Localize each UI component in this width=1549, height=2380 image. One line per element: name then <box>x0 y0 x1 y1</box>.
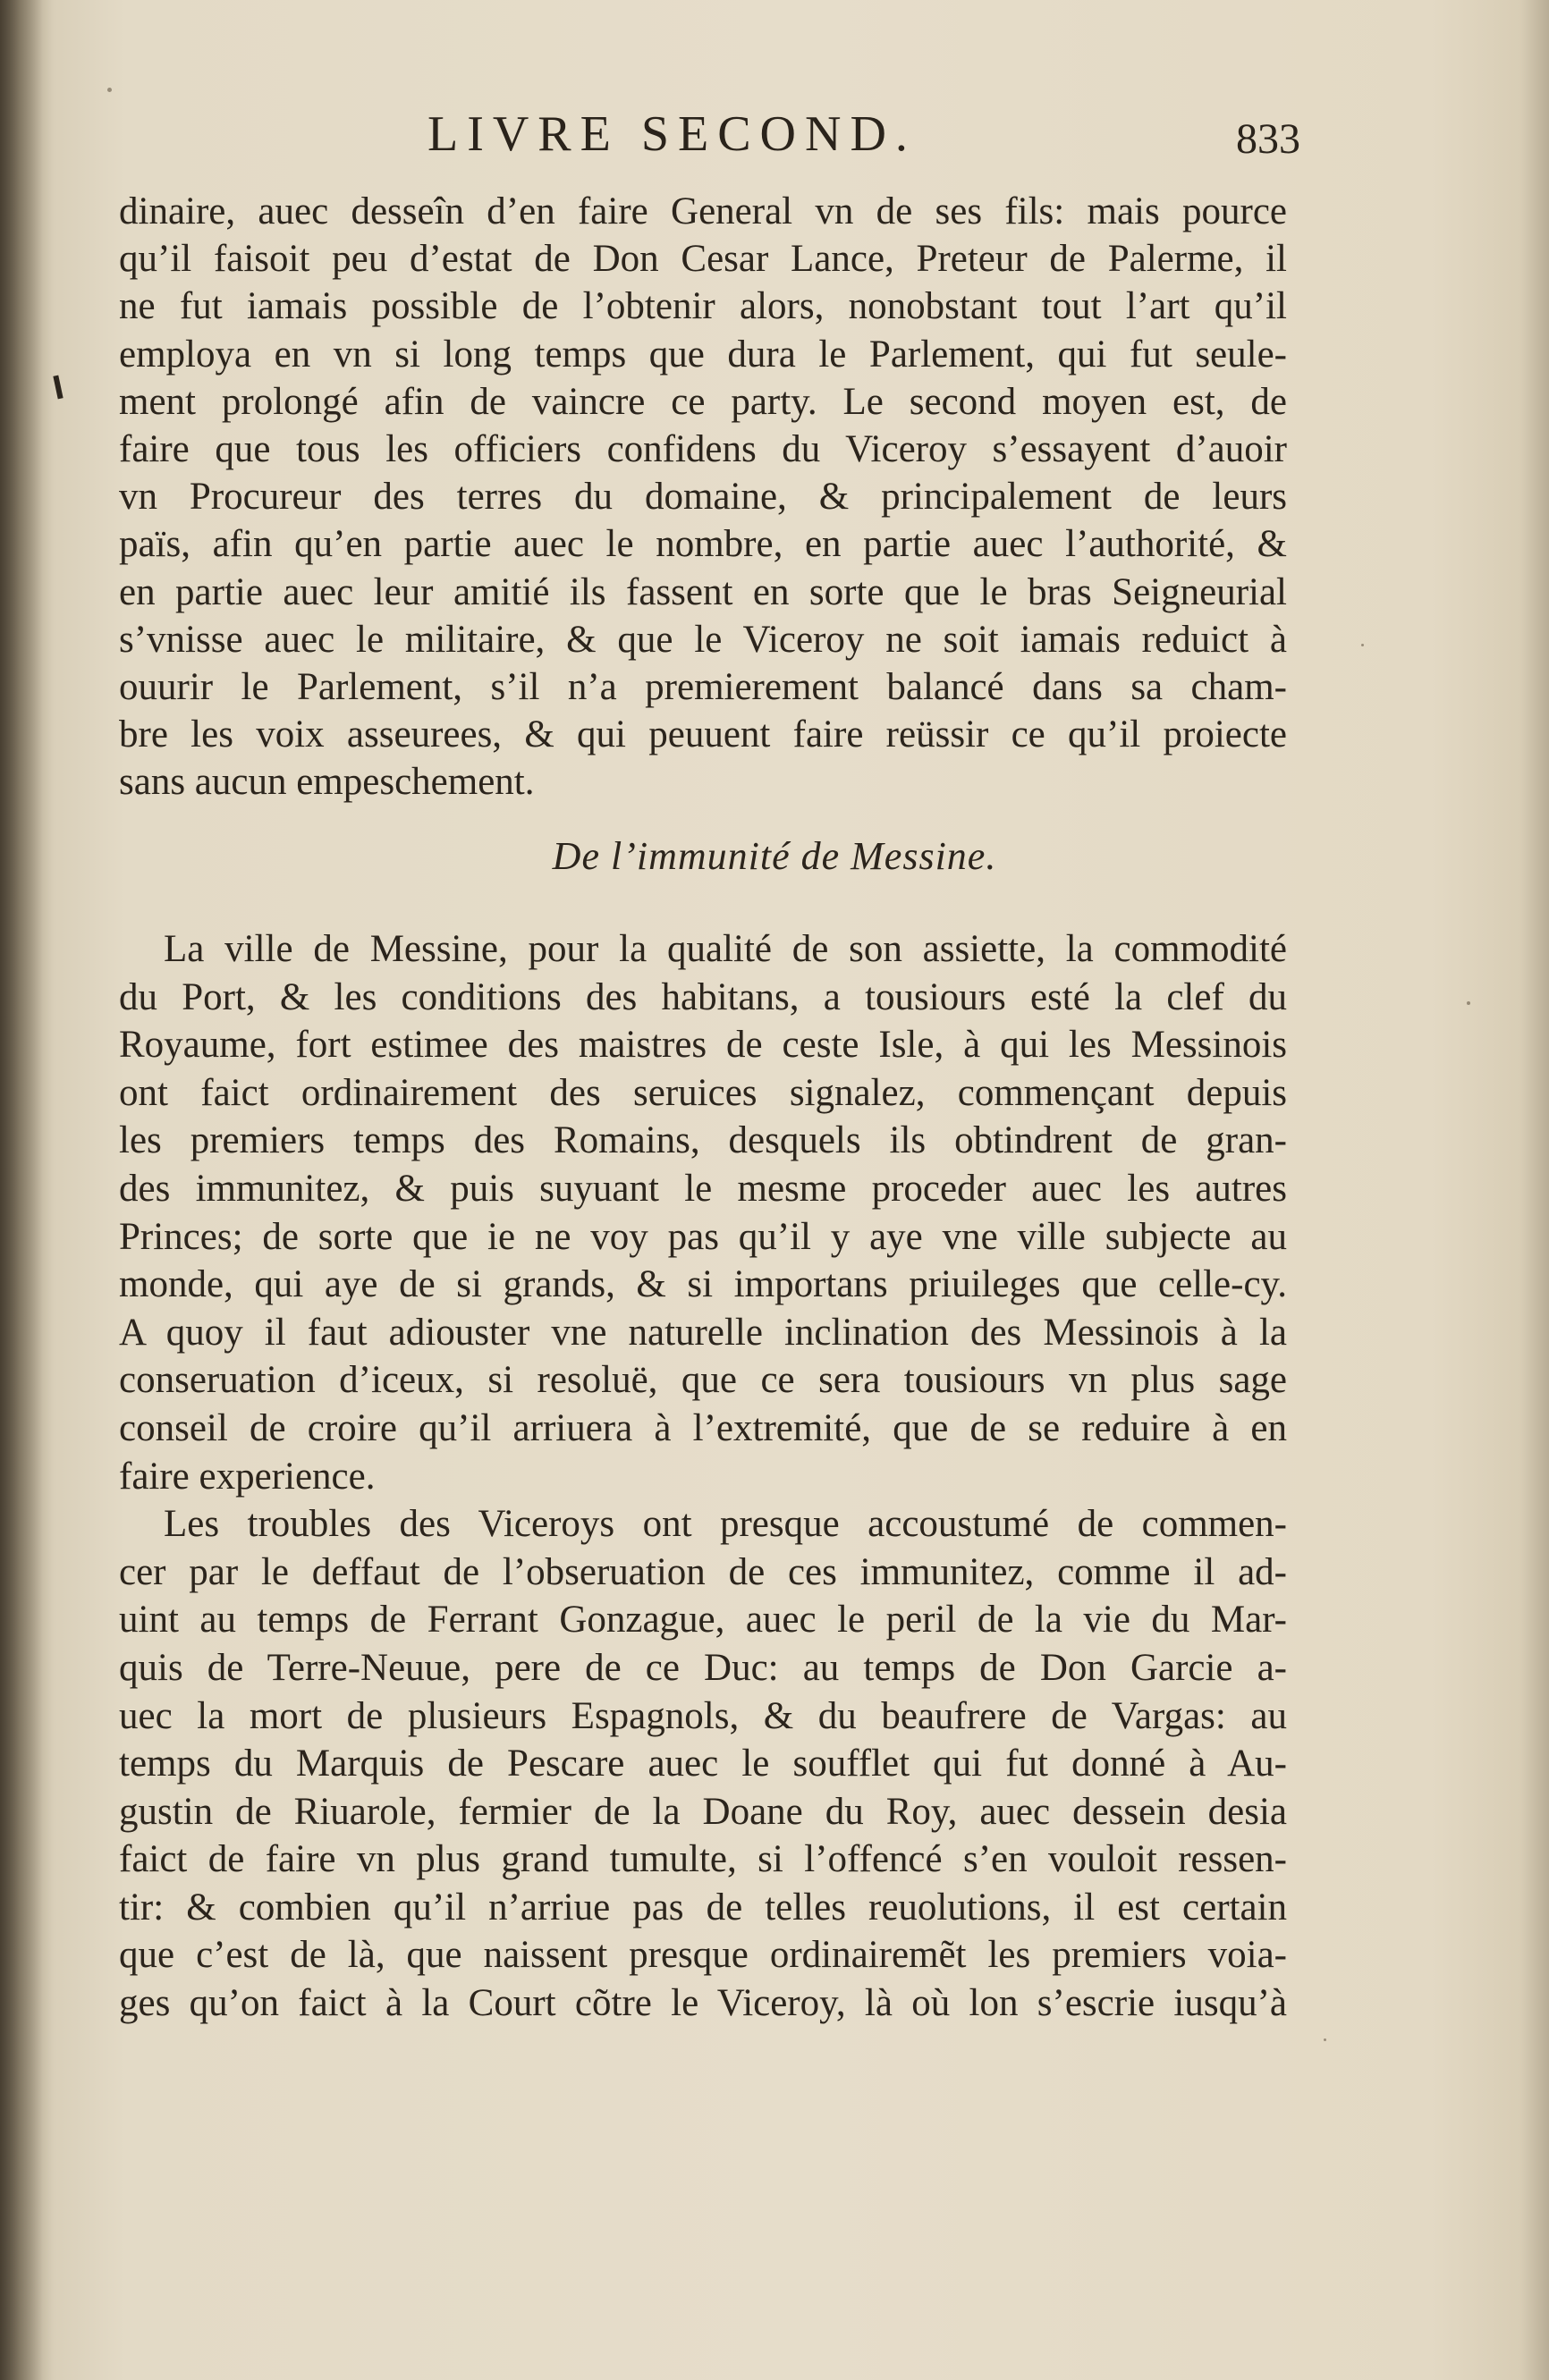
text-line: qu’il faisoit peu d’estat de Don Cesar Lance, Preteur de Palerme, il <box>119 238 1287 281</box>
page-number: 833 <box>1236 115 1300 163</box>
text-line: Les troubles des Viceroys ont presque accoustumé de commen- <box>164 1503 1287 1546</box>
text-line: du Port, & les conditions des habitans, a tousiours esté la clef du <box>119 975 1287 1018</box>
paragraph-continuation <box>119 188 1287 806</box>
text-line: sans aucun empeschement. <box>119 761 535 804</box>
text-line: faire que tous les officiers confidens du Viceroy s’essayent d’auoir <box>119 427 1287 470</box>
text-line: employa en vn si long temps que dura le Parlement, qui fut seule- <box>119 333 1287 376</box>
paper-speck <box>1361 644 1364 646</box>
text-line: des immunitez, & puis suyuant le mesme proceder auec les autres <box>119 1167 1287 1210</box>
running-head <box>0 105 1549 177</box>
running-head-title: LIVRE SECOND. <box>427 106 917 162</box>
margin-ink-mark <box>53 376 63 400</box>
paper-speck <box>1467 1001 1470 1005</box>
text-line: dinaire, auec desseîn d’en faire General vn de ses fils: mais pource <box>119 190 1287 232</box>
text-line: faire experience. <box>119 1455 376 1498</box>
text-line: ges qu’on faict à la Court cõtre le Viceroy, là où lon s’escrie iusqu’à <box>119 1982 1287 2025</box>
text-line: ne fut iamais possible de l’obtenir alors, nonobstant tout l’art qu’il <box>119 285 1287 328</box>
text-line: gustin de Riuarole, fermier de la Doane du Roy, auec dessein desia <box>119 1790 1287 1833</box>
text-line: conseil de croire qu’il arriuera à l’extremité, que de se reduire à en <box>119 1406 1287 1449</box>
paper-speck <box>107 88 112 92</box>
text-line: que c’est de là, que naissent presque ordinairemẽt les premiers voia- <box>119 1934 1287 1977</box>
text-line: ment prolongé afin de vaincre ce party. Le second moyen est, de <box>119 380 1287 423</box>
text-line: tir: & combien qu’il n’arriue pas de telles reuolutions, il est certain <box>119 1886 1287 1928</box>
paper-speck <box>1324 2038 1326 2041</box>
text-line: Royaume, fort estimee des maistres de ceste Isle, à qui les Messinois <box>119 1024 1287 1067</box>
text-line: quis de Terre-Neuue, pere de ce Duc: au temps de Don Garcie a- <box>119 1646 1287 1689</box>
section-body <box>119 925 1287 2028</box>
text-line: Princes; de sorte que ie ne voy pas qu’il y aye vne ville subjecte au <box>119 1215 1287 1258</box>
text-line: ouurir le Parlement, s’il n’a premierement balancé dans sa cham- <box>119 665 1287 708</box>
text-line: uec la mort de plusieurs Espagnols, & du beaufrere de Vargas: au <box>119 1694 1287 1737</box>
text-line: vn Procureur des terres du domaine, & principalement de leurs <box>119 476 1287 519</box>
text-line: monde, qui aye de si grands, & si importans priuileges que celle-cy. <box>119 1263 1287 1306</box>
section-heading: De l’immunité de Messine. <box>552 834 997 878</box>
text-line: temps du Marquis de Pescare auec le soufflet qui fut donné à Au- <box>119 1743 1287 1785</box>
text-line: conseruation d’iceux, si resoluë, que ce sera tousiours vn plus sage <box>119 1359 1287 1402</box>
text-line: A quoy il faut adiouster vne naturelle inclination des Messinois à la <box>119 1311 1287 1354</box>
text-line: faict de faire vn plus grand tumulte, si l’offencé s’en vouloit ressen- <box>119 1838 1287 1881</box>
text-line: en partie auec leur amitié ils fassent en sorte que le bras Seigneurial <box>119 570 1287 613</box>
text-line: uint au temps de Ferrant Gonzague, auec le peril de la vie du Mar- <box>119 1599 1287 1642</box>
text-line: bre les voix asseurees, & qui peuuent faire reüssir ce qu’il proiecte <box>119 713 1287 756</box>
text-line: païs, afin qu’en partie auec le nombre, en partie auec l’authorité, & <box>119 523 1287 566</box>
text-line: les premiers temps des Romains, desquels ils obtindrent de gran- <box>119 1119 1287 1162</box>
text-line: cer par le deffaut de l’obseruation de ces immunitez, comme il ad- <box>119 1550 1287 1593</box>
text-line: ont faict ordinairement des seruices signalez, commençant depuis <box>119 1071 1287 1114</box>
text-line: s’vnisse auec le militaire, & que le Viceroy ne soit iamais reduict à <box>119 618 1287 661</box>
text-line: La ville de Messine, pour la qualité de son assiette, la commodité <box>164 928 1287 970</box>
binding-gutter-shadow <box>0 0 43 2380</box>
